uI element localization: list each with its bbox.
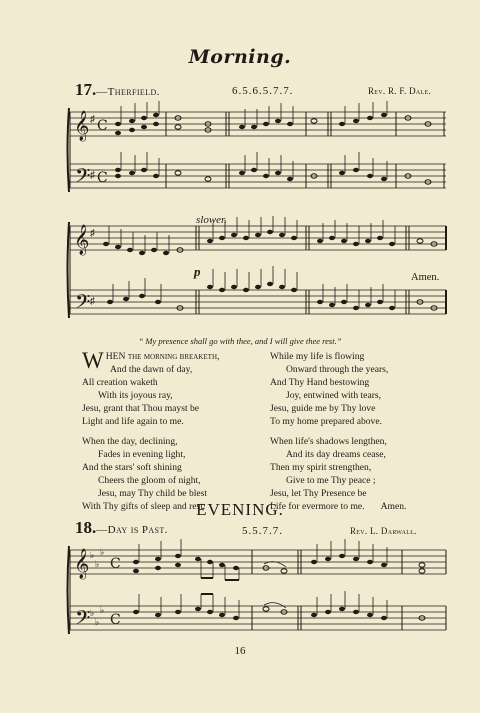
verse-line: Cheers the gloom of night, xyxy=(98,474,201,486)
verse-line: All creation waketh xyxy=(82,377,158,389)
svg-text:♭: ♭ xyxy=(90,608,95,618)
tune-name: —Therfield. xyxy=(96,86,160,98)
verse-line: To my home prepared above. xyxy=(270,416,383,428)
verse-line: Jesu, grant that Thou mayst be xyxy=(82,403,200,415)
svg-text:♯: ♯ xyxy=(90,228,95,239)
section-title-evening: EVENING. xyxy=(196,500,284,519)
svg-text:𝄢: 𝄢 xyxy=(75,164,91,192)
svg-text:𝄞: 𝄞 xyxy=(74,111,90,141)
verse-line: Jesu, let Thy Presence be xyxy=(270,487,367,499)
final-amen: Amen. xyxy=(380,501,407,513)
hymn-number: 18. xyxy=(75,518,97,537)
svg-text:♭: ♭ xyxy=(100,547,105,557)
svg-text:C: C xyxy=(110,612,121,628)
verse-line: Jesu, may Thy child be blest xyxy=(98,487,208,499)
svg-text:♯: ♯ xyxy=(90,296,95,307)
verse-line: Joy, entwined with tears, xyxy=(286,390,382,402)
page-number: 16 xyxy=(234,645,246,657)
section-title-morning: Morning. xyxy=(188,46,292,68)
amen-label: Amen. xyxy=(411,272,440,283)
verse-line: With its joyous ray, xyxy=(98,390,173,402)
svg-text:♯: ♯ xyxy=(90,114,95,125)
hymn-17-author: Rev. R. F. Dale. xyxy=(368,86,432,96)
verse-1 xyxy=(82,350,262,429)
svg-text:♭: ♭ xyxy=(95,617,100,627)
svg-text:𝄞: 𝄞 xyxy=(74,549,90,579)
svg-text:C: C xyxy=(97,170,108,186)
music-system-18-1 xyxy=(66,536,451,640)
verse-3 xyxy=(270,350,450,429)
verse-line: Then my spirit strengthen, xyxy=(270,461,372,473)
verse-text: Life for evermore to me. xyxy=(270,501,365,513)
hymn-17-meter: 6.5.6.5.7.7. xyxy=(232,85,294,97)
verse-line: And its day dreams cease, xyxy=(286,448,386,460)
hymn-17-header xyxy=(75,80,160,100)
hymn-18-author: Rev. L. Darwall. xyxy=(350,526,417,536)
music-notation xyxy=(66,536,451,640)
verse-line: When the day, declining, xyxy=(82,435,178,447)
marking-slower: slower. xyxy=(196,214,227,226)
verse-line: When life's shadows lengthen, xyxy=(270,435,387,447)
hymn-18-meter: 5.5.7.7. xyxy=(242,525,283,537)
verses-left xyxy=(82,350,262,513)
music-system-17-1 xyxy=(66,100,451,210)
verse-line: Give to me Thy peace ; xyxy=(286,474,376,486)
drop-cap: W xyxy=(82,348,104,373)
verses-right xyxy=(270,350,450,513)
hymn-number: 17. xyxy=(75,80,97,99)
marking-piano: p xyxy=(194,264,201,279)
verse-line: And Thy Hand bestowing xyxy=(270,377,370,389)
verse-line: While my life is flowing xyxy=(270,351,365,362)
verse-line: Fades in evening light, xyxy=(98,448,186,460)
verse-line: Jesu, guide me by Thy love xyxy=(270,403,376,415)
svg-text:𝄢: 𝄢 xyxy=(75,606,91,634)
svg-text:𝄢: 𝄢 xyxy=(75,290,91,318)
svg-text:C: C xyxy=(97,118,108,134)
svg-text:𝄞: 𝄞 xyxy=(74,225,90,255)
hymn-18-header xyxy=(75,518,168,538)
music-notation xyxy=(66,214,451,334)
music-system-17-2 xyxy=(66,214,451,334)
svg-text:C: C xyxy=(110,556,121,572)
svg-text:♯: ♯ xyxy=(90,170,95,181)
verse-line: And the dawn of day, xyxy=(110,364,193,376)
svg-text:♭: ♭ xyxy=(95,559,100,569)
music-notation xyxy=(66,100,451,210)
verse-text: HEN the morning breaketh, xyxy=(105,351,220,362)
verse-line: Onward through the years, xyxy=(286,364,389,376)
verse-line: And the stars' soft shining xyxy=(82,461,182,473)
verse-line: With Thy gifts of sleep and rest. xyxy=(82,501,206,513)
verse-line: Light and life again to me. xyxy=(82,416,184,428)
scripture-quote: “ My presence shall go with thee, and I will give thee rest.” xyxy=(138,336,342,346)
tune-name: —Day is Past. xyxy=(96,524,168,536)
svg-text:♭: ♭ xyxy=(90,550,95,560)
svg-text:♭: ♭ xyxy=(100,605,105,615)
